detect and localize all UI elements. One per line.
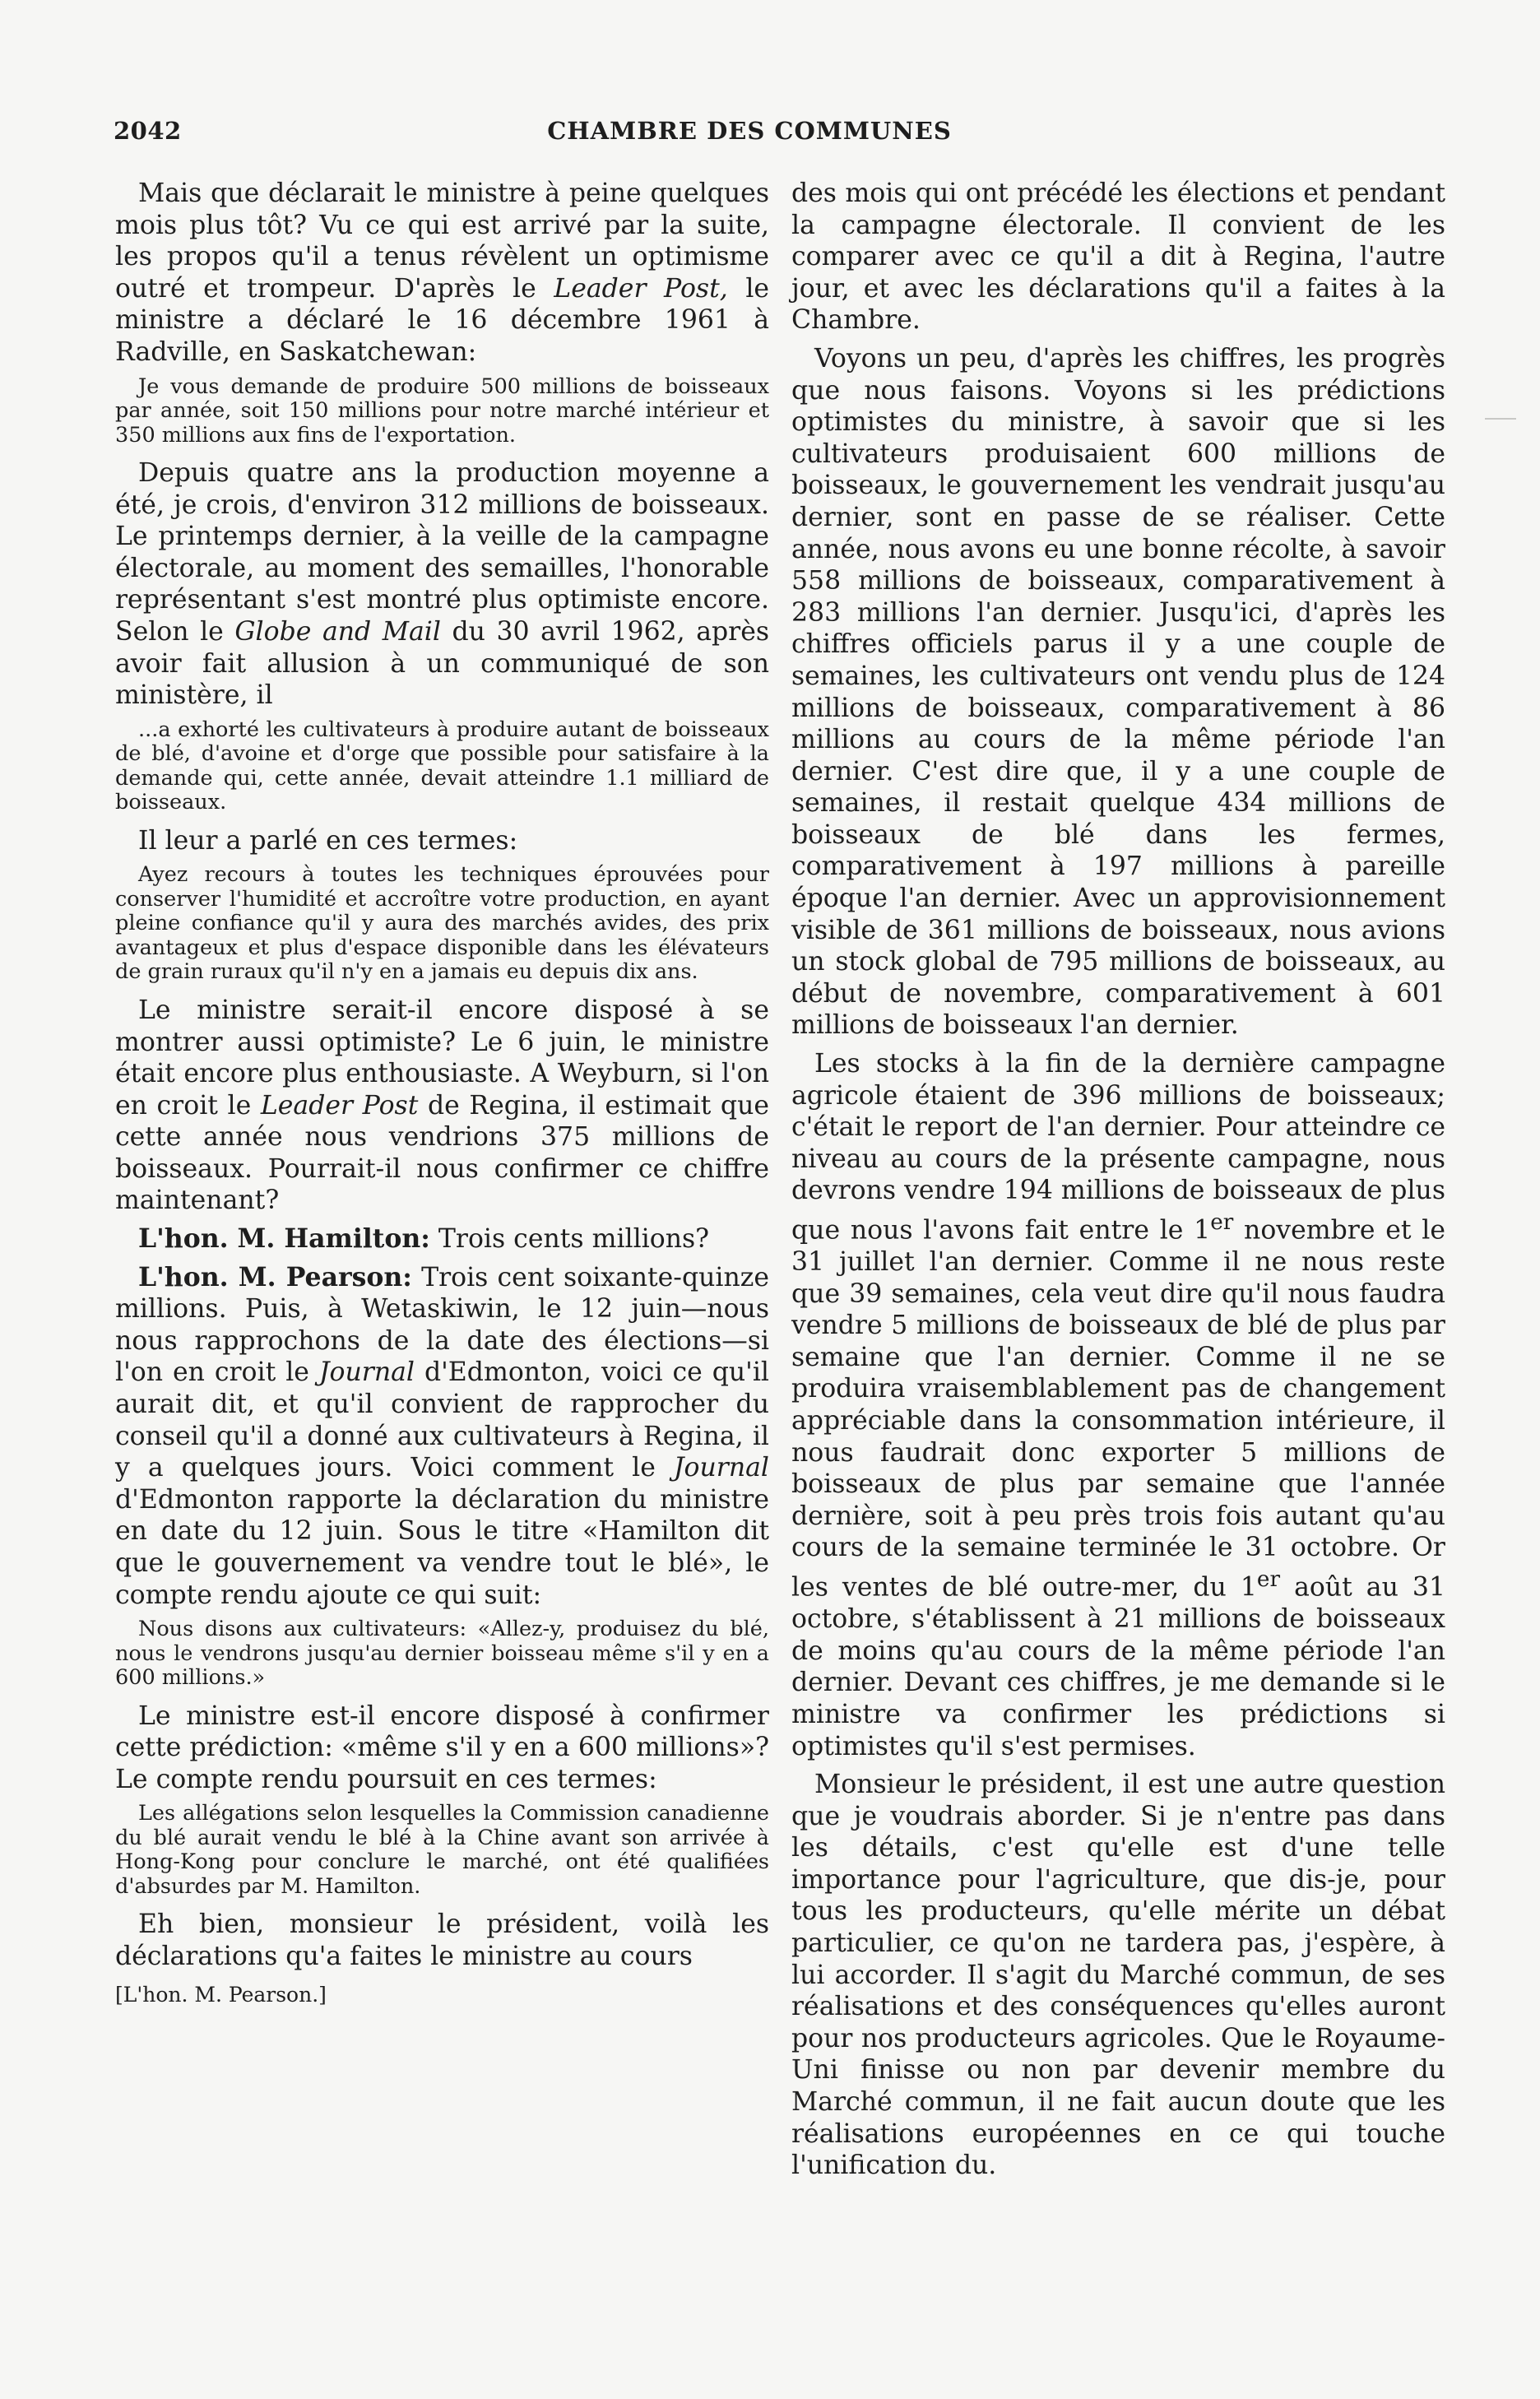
- left-column: [115, 178, 769, 2017]
- block-quote: Nous disons aux cultivateurs: «Allez-y, produisez du blé, nous le vendrons jusqu'au dernier boisseau même s'il y en a 600 millions.»: [115, 1617, 769, 1691]
- margin-mark: [1485, 418, 1516, 420]
- paragraph: Le ministre est-il encore disposé à confirmer cette prédiction: «même s'il y en a 600 millions»? Le compte rendu poursuit en ces termes:: [115, 1701, 769, 1794]
- paragraph: Mais que déclarait le ministre à peine quelques mois plus tôt? Vu ce qui est arrivé par la suite, les propos qu'il a tenus révèlent un optimisme outré et trompeur. D'après le Leader Post, le ministre a déclaré le 16 décembre 1961 à Radville, en Saskatchewan:: [115, 179, 770, 367]
- paragraph: Les stocks à la fin de la dernière campagne agricole étaient de 396 millions de boisseaux; c'était le report de l'an dernier. Pour atteindre ce niveau au cours de la présente campagne, nous devrons vendre 194 millions de boisseaux de plus que nous l'avons fait entre le 1er novembre et le 31 juillet l'an dernier. Comme il ne nous reste que 39 semaines, cela veut dire qu'il nous faudra vendre 5 millions de boisseaux de blé de plus par semaine que l'an dernier. Comme il ne se produira vraisemblablement pas de changement appréciable dans la consommation intérieure, il nous faudrait donc exporter 5 millions de boisseaux de plus par semaine que l'année dernière, soit à peu près trois fois autant qu'au cours de la semaine terminée le 31 octobre. Or les ventes de blé outre-mer, du 1er août au 31 octobre, s'établissent à 21 millions de boisseaux de moins qu'au cours de la même période l'an dernier. Devant ces chiffres, je me demande si le ministre va confirmer les prédictions si optimistes qu'il s'est permises.: [791, 1049, 1445, 1761]
- page-header: [114, 117, 1385, 150]
- paragraph: Eh bien, monsieur le président, voilà les déclarations qu'a faites le ministre au cours: [115, 1909, 769, 1972]
- paragraph: Voyons un peu, d'après les chiffres, les progrès que nous faisons. Voyons si les prédictions optimistes du ministre, à savoir que si les cultivateurs produisaient 600 millions de boisseaux, le gouvernement les vendrait jusqu'au dernier, sont en passe de se réaliser. Cette année, nous avons eu une bonne récolte, à savoir 558 millions de boisseaux, comparativement à 283 millions l'an dernier. Jusqu'ici, d'après les chiffres officiels parus il y a une couple de semaines, les cultivateurs ont vendu plus de 124 millions de boisseaux, comparativement à 86 millions au cours de la même période l'an dernier. C'est dire que, il y a une couple de semaines, il restait quelque 434 millions de boisseaux de blé dans les fermes, comparativement à 197 millions à pareille époque l'an dernier. Avec un approvisionnement visible de 361 millions de boisseaux, nous avions un stock global de 795 millions de boisseaux, au début de novembre, comparativement à 601 millions de boisseaux l'an dernier.: [791, 343, 1445, 1041]
- paragraph: des mois qui ont précédé les élections et pendant la campagne électorale. Il convient de les comparer avec ce qu'il a dit à Regina, l'autre jour, et avec les déclarations qu'il a faites à la Chambre.: [791, 179, 1445, 336]
- right-column: [791, 178, 1445, 2188]
- block-quote: Les allégations selon lesquelles la Commission canadienne du blé aurait vendu le blé à la Chine avant son arrivée à Hong-Kong pour conclure le marché, ont été qualifiées d'absurdes par M. Hamilton.: [115, 1801, 769, 1899]
- running-title: CHAMBRE DES COMMUNES: [547, 117, 952, 145]
- paragraph: Monsieur le président, il est une autre question que je voudrais aborder. Si je n'entre pas dans les détails, c'est qu'elle est d'une telle importance pour l'agriculture, que dis-je, pour tous les producteurs, qu'elle mérite un débat particulier, ce qu'on ne tardera pas, j'espère, à lui accorder. Il s'agit du Marché commun, de ses réalisations et des conséquences qu'elles auront pour nos producteurs agricoles. Que le Royaume-Uni finisse ou non par devenir membre du Marché commun, il ne fait aucun doute que les réalisations européennes en ce qui touche l'unification du.: [791, 1770, 1445, 2181]
- block-quote: Ayez recours à toutes les techniques éprouvées pour conserver l'humidité et accroître votre production, en ayant pleine confiance qu'il y aura des marchés avides, des prix avantageux et plus d'espace disponible dans les élévateurs de grain ruraux qu'il n'y en a jamais eu depuis dix ans.: [115, 862, 769, 985]
- paragraph: Il leur a parlé en ces termes:: [138, 825, 518, 856]
- speaker-name: L'hon. M. Pearson:: [138, 1261, 412, 1292]
- speaker-reference: [L'hon. M. Pearson.]: [115, 1982, 327, 2007]
- block-quote: ...a exhorté les cultivateurs à produire autant de boisseaux de blé, d'avoine et d'orge que possible pour satisfaire à la demande qui, cette année, devait atteindre 1.1 milliard de boisseaux.: [115, 717, 769, 815]
- speaker-name: L'hon. M. Hamilton:: [138, 1223, 430, 1255]
- speaker-paragraph: L'hon. M. Pearson: Trois cent soixante-quinze millions. Puis, à Wetaskiwin, le 12 juin—nous nous rapprochons de la date des élections—si l'on en croit le Journal d'Edmonton, voici ce qu'il aurait dit, et qu'il convient de rapprocher du conseil qu'il a donné aux cultivateurs à Regina, il y a quelques jours. Voici comment le Journal d'Edmonton rapporte la déclaration du ministre en date du 12 juin. Sous le titre «Hamilton dit que le gouvernement va vendre tout le blé», le compte rendu ajoute ce qui suit:: [115, 1261, 769, 1610]
- paragraph: Depuis quatre ans la production moyenne a été, je crois, d'environ 312 millions de boisseaux. Le printemps dernier, à la veille de la campagne électorale, au moment des semailles, l'honorable représentant s'est montré plus optimiste encore. Selon le Globe and Mail du 30 avril 1962, après avoir fait allusion à un communiqué de son ministère, il: [115, 458, 770, 711]
- paragraph: Le ministre serait-il encore disposé à se montrer aussi optimiste? Le 6 juin, le ministre était encore plus enthousiaste. A Weyburn, si l'on en croit le Leader Post de Regina, il estimait que cette année nous vendrions 375 millions de boisseaux. Pourrait-il nous confirmer ce chiffre maintenant?: [115, 995, 770, 1216]
- speaker-paragraph: L'hon. M. Hamilton: Trois cents millions?: [138, 1223, 710, 1255]
- block-quote: Je vous demande de produire 500 millions de boisseaux par année, soit 150 millions pour notre marché intérieur et 350 millions aux fins de l'exportation.: [115, 374, 769, 448]
- page-number: 2042: [114, 117, 182, 145]
